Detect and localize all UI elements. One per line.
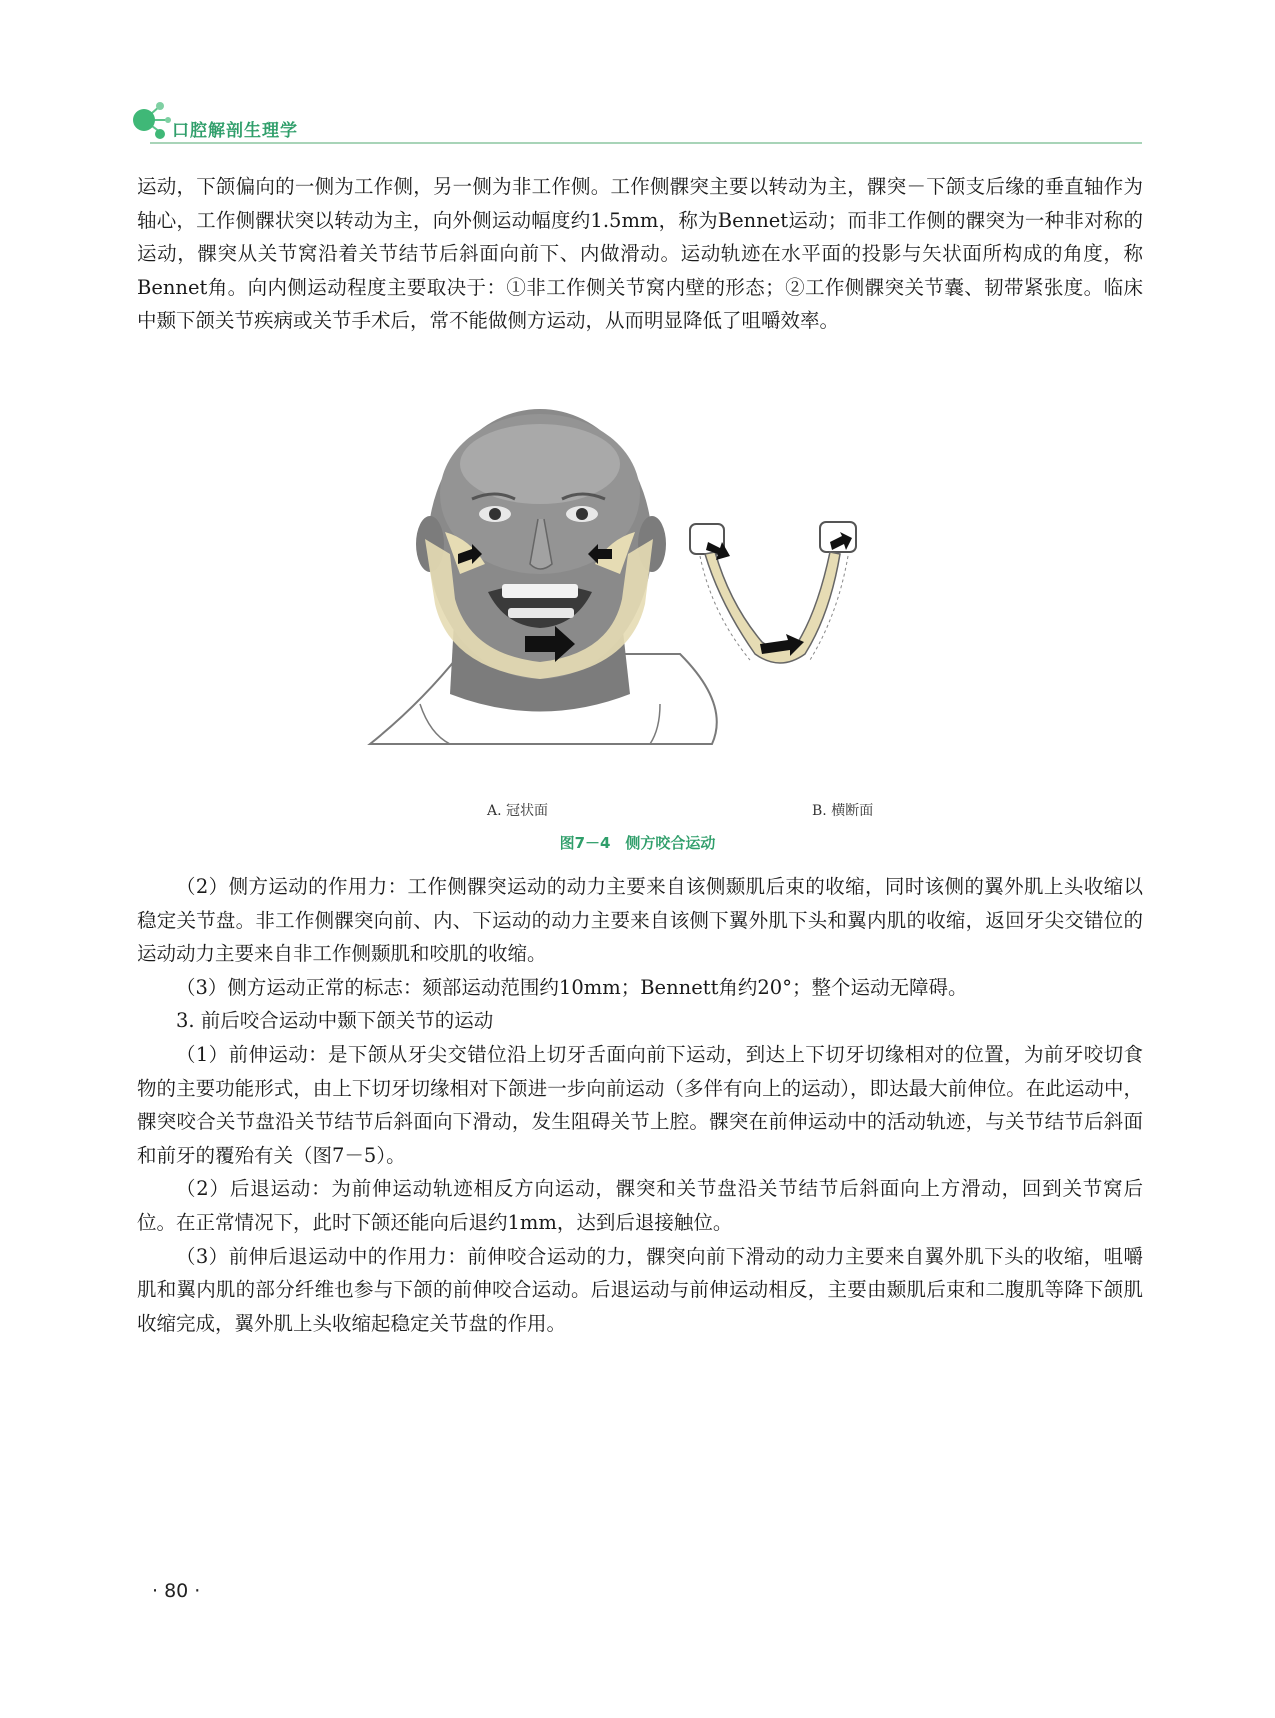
- header-title: 口腔解剖生理学: [172, 121, 298, 141]
- header-rule: [150, 142, 1142, 144]
- paragraph: （1）前伸运动：是下颌从牙尖交错位沿上切牙舌面向前下运动，到达上下切牙切缘相对的位置，为前牙咬切食物的主要功能形式，由上下切牙切缘相对下颌进一步向前运动（多伴有向上的运动），即达最大前伸位。在此运动中，髁突咬合关节盘沿关节结节后斜面向下滑动，发生阻碍关节上腔。髁突在前伸运动中的活动轨迹，与关节结节后斜面和前牙的覆殆有关（图7－5）。: [137, 1042, 1143, 1167]
- figure-caption-b: B. 横断面: [812, 803, 874, 819]
- transverse-mandible-diagram: [690, 522, 856, 663]
- intro-paragraph: 运动，下颌偏向的一侧为工作侧，另一侧为非工作侧。工作侧髁突主要以转动为主，髁突－下颌支后缘的垂直轴作为轴心，工作侧髁状突以转动为主，向外侧运动幅度约1.5mm，称为Bennet运动；而非工作侧的髁突为一种非对称的运动，髁突从关节窝沿着关节结节后斜面向前下、内做滑动。运动轨迹在水平面的投影与矢状面所构成的角度，称Bennet角。向内侧运动程度主要取决于：①非工作侧关节窝内壁的形态；②工作侧髁突关节囊、韧带紧张度。临床中颞下颌关节疾病或关节手术后，常不能做侧方运动，从而明显降低了咀嚼效率。: [137, 175, 1143, 333]
- page-number: · 80 ·: [152, 1580, 201, 1602]
- text-block-top: [137, 170, 1143, 338]
- paragraph: （2）后退运动：为前伸运动轨迹相反方向运动，髁突和关节盘沿关节结节后斜面向上方滑动，回到关节窝后位。在正常情况下，此时下颌还能向后退约1mm，达到后退接触位。: [137, 1177, 1143, 1234]
- paragraph: （2）侧方运动的作用力：工作侧髁突运动的动力主要来自该侧颞肌后束的收缩，同时该侧的翼外肌上头收缩以稳定关节盘。非工作侧髁突向前、内、下运动的动力主要来自该侧下翼外肌下头和翼内肌的收缩，返回牙尖交错位的运动动力主要来自非工作侧颞肌和咬肌的收缩。: [137, 875, 1143, 966]
- figure-7-4: [360, 404, 920, 854]
- section-heading: 3. 前后咬合运动中颞下颌关节的运动: [176, 1009, 494, 1033]
- paragraph: （3）侧方运动正常的标志：颏部运动范围约10mm；Bennett角约20°；整个运动无障碍。: [176, 975, 968, 999]
- figure-caption-a: A. 冠状面: [487, 803, 549, 819]
- text-block-bottom: [137, 870, 1143, 1340]
- jaw-illustration: [360, 404, 920, 794]
- paragraph: （3）前伸后退运动中的作用力：前伸咬合运动的力，髁突向前下滑动的动力主要来自翼外肌下头的收缩，咀嚼肌和翼内肌的部分纤维也参与下颌的前伸咬合运动。后退运动与前伸运动相反，主要由颞肌后束和二腹肌等降下颌肌收缩完成，翼外肌上头收缩起稳定关节盘的作用。: [137, 1244, 1143, 1335]
- figure-title: 图7－4 侧方咬合运动: [559, 834, 716, 852]
